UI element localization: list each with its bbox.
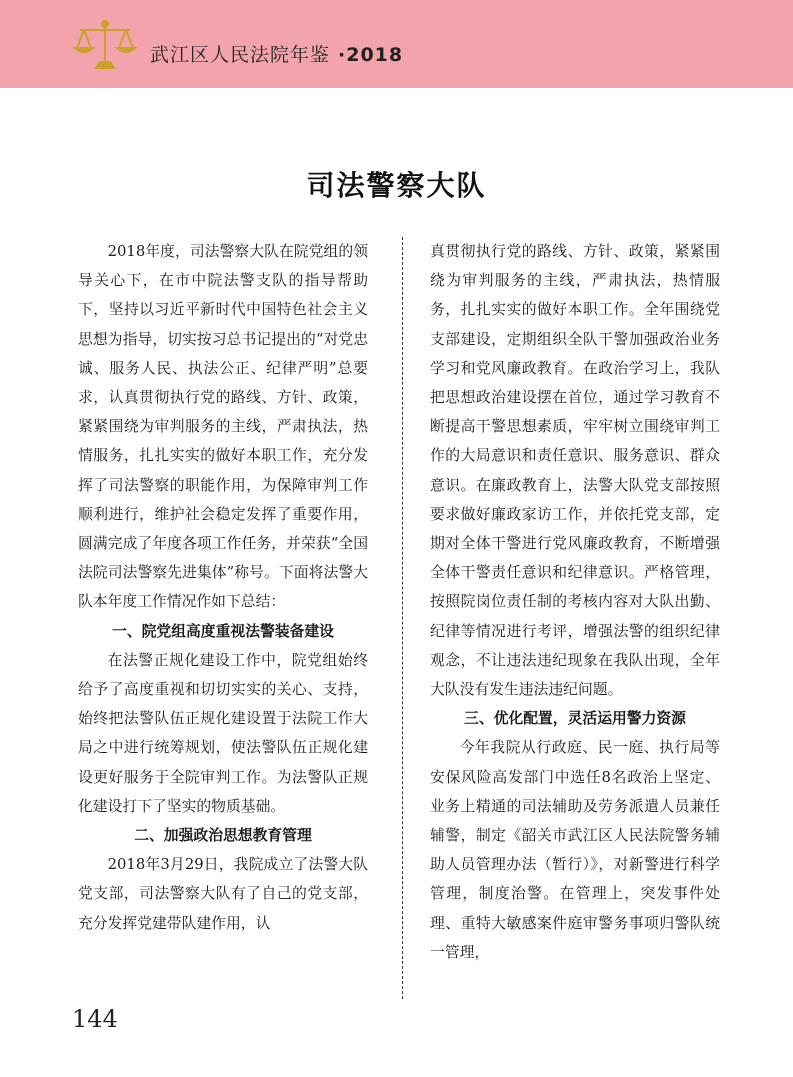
- page-header: [0, 0, 793, 88]
- section-heading-2: 二、加强政治思想教育管理: [134, 827, 312, 845]
- page-title: 司法警察大队: [306, 168, 487, 202]
- yearbook-year: 2018: [346, 44, 404, 66]
- title-separator: ·: [338, 44, 347, 66]
- section-heading-1: 一、院党组高度重视法警装备建设: [112, 622, 334, 640]
- column-divider: [402, 237, 403, 999]
- paragraph-section-2-start: 2018年3月29日，我院成立了法警大队党支部，司法警察大队有了自己的党支部，充分发挥党建带队建作用，认: [78, 856, 368, 932]
- left-column: [78, 237, 368, 938]
- paragraph-section-3: 今年我院从行政庭、民一庭、执行局等安保风险高发部门中选任8名政治上坚定、业务上精通的司法辅助及劳务派遣人员兼任辅警，制定《韶关市武江区人民法院警务辅助人员管理办法（暂行）》，对新警进行科学管理，制度治警。在管理上，突发事件处理、重特大敏感案件庭审警务事项归警队统一管理，: [430, 739, 720, 961]
- yearbook-name: 武江区人民法院年鉴: [150, 44, 331, 66]
- paragraph-section-2-cont: 真贯彻执行党的路线、方针、政策，紧紧围绕为审判服务的主线，严肃执法，热情服务，扎扎实实的做好本职工作。全年围绕党支部建设，定期组织全队干警加强政治业务学习和党风廉政教育。在政治学习上，我队把思想政治建设摆在首位，通过学习教育不断提高干警思想素质，牢牢树立围绕审判工作的大局意识和责任意识、服务意识、群众意识。在廉政教育上，法警大队党支部按照要求做好廉政家访工作，并依托党支部，定期对全体干警进行党风廉政教育，不断增强全体干警责任意识和纪律意识。严格管理，按照院岗位责任制的考核内容对大队出勤、纪律等情况进行考评，增强法警的组织纪律观念，不让违法违纪现象在我队出现，全年大队没有发生违法违纪问题。: [430, 243, 720, 699]
- yearbook-title: [150, 40, 403, 67]
- paragraph-section-1: 在法警正规化建设工作中，院党组始终给予了高度重视和切切实实的关心、支持，始终把法警队伍正规化建设置于法院工作大局之中进行统筹规划，使法警队伍正规化建设更好服务于全院审判工作。为法警队正规化建设打下了坚实的物质基础。: [78, 651, 368, 815]
- page-number: 144: [72, 1005, 118, 1033]
- paragraph-intro: 2018年度，司法警察大队在院党组的领导关心下，在市中院法警支队的指导帮助下，坚持以习近平新时代中国特色社会主义思想为指导，切实按习总书记提出的“对党忠诚、服务人民、执法公正、纪律严明”总要求，认真贯彻执行党的路线、方针、政策，紧紧围绕为审判服务的主线，严肃执法，热情服务，扎扎实实的做好本职工作，充分发挥了司法警察的职能作用，为保障审判工作顺利进行，维护社会稳定发挥了重要作用，圆满完成了年度各项工作任务，并荣获“全国法院司法警察先进集体”称号。下面将法警大队本年度工作情况作如下总结：: [78, 243, 368, 611]
- section-heading-3: 三、优化配置，灵活运用警力资源: [464, 710, 686, 728]
- scales-of-justice-icon: [72, 18, 138, 72]
- right-column: [430, 237, 720, 967]
